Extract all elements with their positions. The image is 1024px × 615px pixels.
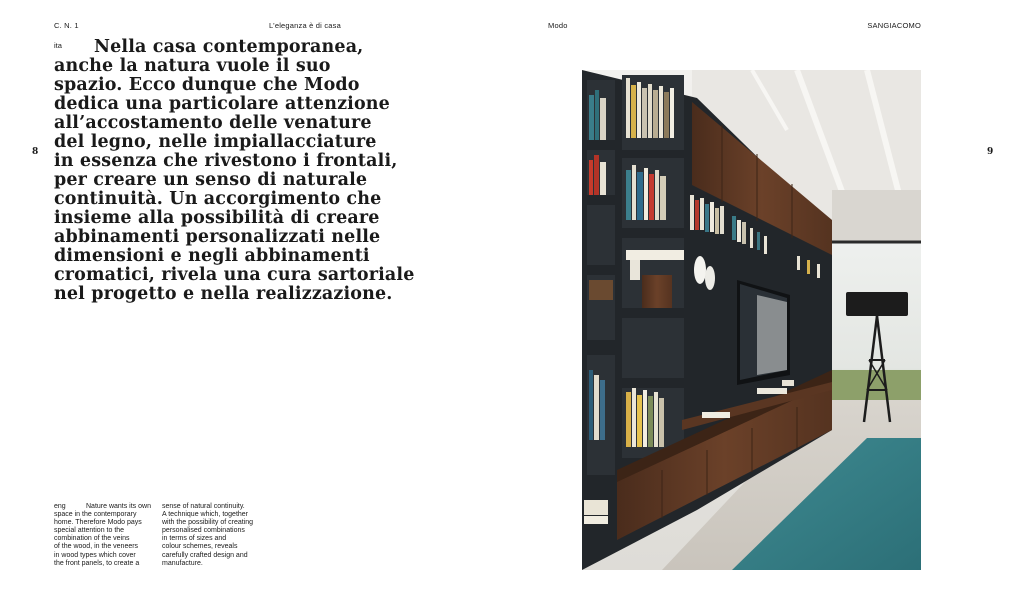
text-line: anche la natura vuole il suo	[54, 56, 331, 76]
text-line: all’accostamento delle venature	[54, 113, 372, 133]
text-line: of the wood, in the veneers	[54, 543, 139, 551]
english-text-column-2	[162, 503, 253, 568]
text-line: dimensioni e negli abbinamenti	[54, 246, 370, 266]
text-line: del legno, nelle impiallacciature	[54, 132, 377, 152]
text-line: A technique which, together	[162, 511, 249, 519]
text-line: per creare un senso di naturale	[54, 170, 368, 190]
text-line: cromatici, rivela una cura sartoriale	[54, 265, 415, 285]
italian-body-text	[54, 37, 415, 304]
text-line: the front panels, to create a	[54, 559, 140, 567]
page-number-right: 9	[987, 147, 994, 157]
header-magazine-label: C. N. 1	[54, 21, 79, 30]
language-tag-english: eng	[54, 503, 66, 510]
text-line: in terms of sizes and	[162, 535, 227, 543]
text-line: abbinamenti personalizzati nelle	[54, 227, 381, 247]
text-line: combination of the veins	[54, 535, 130, 543]
english-text-column-1	[54, 503, 151, 568]
text-line: home. Therefore Modo pays	[54, 519, 142, 527]
text-line: dedica una particolare attenzione	[54, 94, 390, 114]
text-line: insieme alla possibilità di creare	[54, 208, 380, 228]
text-line: special attention to the	[54, 527, 125, 535]
text-line: continuità. Un accorgimento che	[54, 189, 382, 209]
language-tag-italian: ita	[54, 41, 62, 50]
header-section-title: L’eleganza è di casa	[269, 21, 341, 30]
text-line: with the possibility of creating	[162, 519, 254, 527]
text-line: colour schemes, reveals	[162, 543, 238, 551]
text-line: nel progetto e nella realizzazione.	[54, 284, 393, 304]
text-line: Nature wants its own	[86, 503, 151, 510]
header-brand-name: SANGIACOMO	[867, 21, 921, 30]
text-line: in wood types which cover	[54, 551, 136, 559]
bookcase-interior-photo	[582, 70, 921, 570]
header-product-name: Modo	[548, 21, 568, 30]
text-line: in essenza che rivestono i frontali,	[54, 151, 398, 171]
text-line: sense of natural continuity.	[162, 503, 245, 510]
text-line: spazio. Ecco dunque che Modo	[54, 75, 360, 95]
text-line: space in the contemporary	[54, 511, 137, 519]
text-line: personalised combinations	[162, 527, 245, 535]
text-line: manufacture.	[162, 559, 203, 567]
text-line: carefully crafted design and	[162, 551, 248, 559]
page-number-left: 8	[32, 147, 39, 157]
text-line: Nella casa contemporanea,	[94, 37, 364, 57]
